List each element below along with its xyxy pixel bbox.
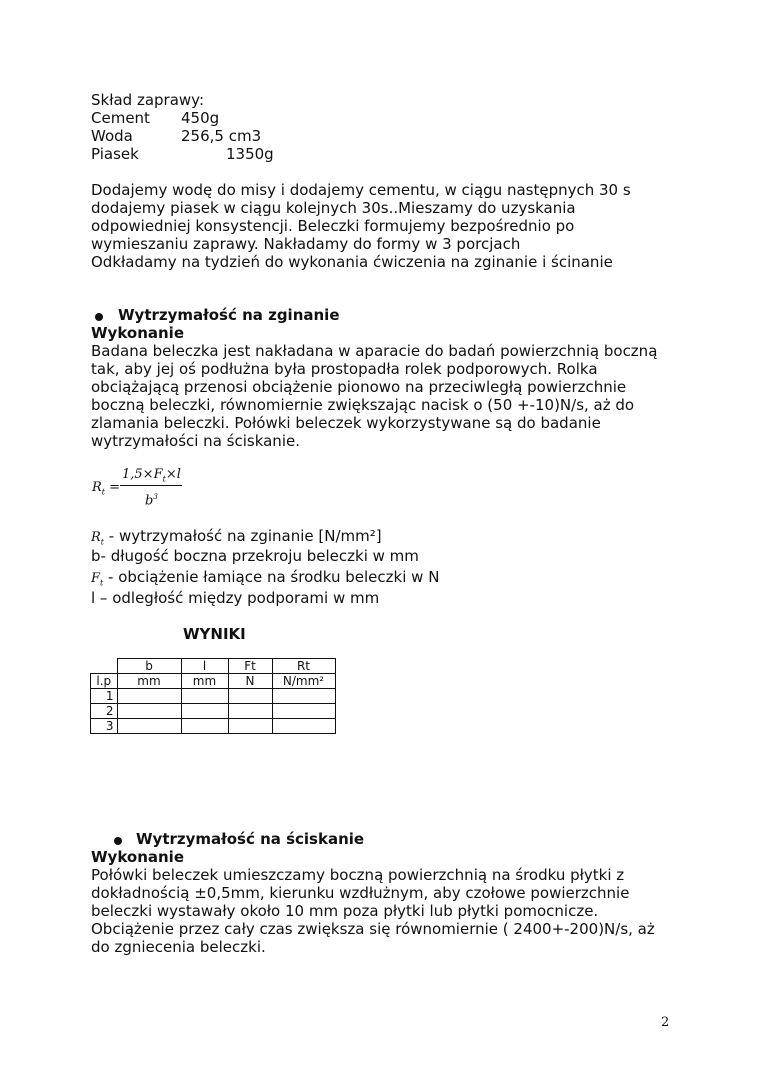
table-cell: [181, 689, 228, 704]
table-header: Rt: [272, 659, 335, 674]
bullet-icon: [95, 313, 103, 321]
table-cell: [117, 719, 181, 734]
table-unit: N: [228, 674, 272, 689]
table-header: b: [117, 659, 181, 674]
composition-heading: Skład zaprawy:: [91, 91, 205, 109]
page-number: 2: [661, 1015, 670, 1030]
legend-line: $R_t$ - wytrzymałość na zginanie [N/mm²]: [91, 527, 382, 547]
table-row: [91, 704, 336, 719]
table-cell: [228, 689, 272, 704]
table-cell: [181, 704, 228, 719]
formula-denominator: $b^3$: [145, 493, 158, 509]
bending-formula: [92, 466, 202, 508]
bending-line: obciążającą przenosi obciążenie pionowo na przeciwległą powierzchnie: [91, 378, 627, 396]
composition-item-name: Woda: [91, 127, 133, 145]
table-row-number: 2: [91, 704, 118, 719]
bending-line: zlamania beleczki. Połówki beleczek wykorzystywane są do badanie: [91, 414, 601, 432]
intro-line: dodajemy piasek w ciągu kolejnych 30s..Mieszamy do uzyskania: [91, 199, 576, 217]
results-title: WYNIKI: [183, 625, 246, 643]
table-cell: [181, 719, 228, 734]
table-cell: [228, 719, 272, 734]
table-unit: N/mm²: [272, 674, 335, 689]
legend-line: l – odległość między podporami w mm: [91, 589, 380, 607]
table-row: [91, 689, 336, 704]
table-row: [91, 719, 336, 734]
intro-line: Dodajemy wodę do misy i dodajemy cementu, w ciągu następnych 30 s: [91, 181, 631, 199]
bending-title: Wytrzymałość na zginanie: [118, 306, 340, 324]
table-cell: [117, 704, 181, 719]
intro-line: odpowiedniej konsystencji. Beleczki formujemy bezpośrednio po: [91, 217, 575, 235]
table-row-number: 1: [91, 689, 118, 704]
compression-line: dokładnością ±0,5mm, kierunku wzdłużnym, aby czołowe powierzchnie: [91, 884, 630, 902]
composition-item-name: Piasek: [91, 145, 139, 163]
bending-subtitle: Wykonanie: [91, 324, 184, 342]
table-unit: mm: [181, 674, 228, 689]
table-cell: [272, 719, 335, 734]
legend-line: b- długość boczna przekroju beleczki w mm: [91, 547, 419, 565]
bending-line: boczną beleczki, równomiernie zwiększając nacisk o (50 +-10)N/s, aż do: [91, 396, 635, 414]
formula-lhs: $R_t$ =: [92, 480, 121, 497]
compression-line: Połówki beleczek umieszczamy boczną powierzchnią na środku płytki z: [91, 866, 625, 884]
results-table: [90, 658, 336, 734]
formula-numerator: $1,5\times F_t\times l$: [122, 467, 181, 484]
table-row-number: 3: [91, 719, 118, 734]
table-header: l: [181, 659, 228, 674]
compression-subtitle: Wykonanie: [91, 848, 184, 866]
composition-item-amount: 256,5 cm3: [181, 127, 262, 145]
table-unit: mm: [117, 674, 181, 689]
composition-item-amount: 450g: [181, 109, 220, 127]
fraction-bar: [120, 485, 182, 486]
bending-line: tak, aby jej oś podłużna była prostopadła rolek podporowych. Rolka: [91, 360, 598, 378]
composition-item-name: Cement: [91, 109, 150, 127]
compression-line: do zgniecenia beleczki.: [91, 938, 266, 956]
composition-list: [91, 109, 391, 163]
table-lp-label: l.p: [91, 674, 118, 689]
legend-line: $F_t$ - obciążenie łamiące na środku beleczki w N: [91, 568, 440, 588]
bending-line: Badana beleczka jest nakładana w aparacie do badań powierzchnią boczną: [91, 342, 658, 360]
table-header: Ft: [228, 659, 272, 674]
table-cell: [272, 704, 335, 719]
bending-line: wytrzymałości na ściskanie.: [91, 432, 300, 450]
bullet-icon: [114, 837, 122, 845]
table-cell: [228, 704, 272, 719]
compression-line: beleczki wystawały około 10 mm poza płytki lub płytki pomocnicze.: [91, 902, 599, 920]
compression-title: Wytrzymałość na ściskanie: [136, 830, 365, 848]
intro-line: wymieszaniu zaprawy. Nakładamy do formy w 3 porcjach: [91, 235, 521, 253]
table-cell: [272, 689, 335, 704]
intro-line: Odkładamy na tydzień do wykonania ćwiczenia na zginanie i ścinanie: [91, 253, 613, 271]
table-cell: [117, 689, 181, 704]
compression-line: Obciążenie przez cały czas zwiększa się równomiernie ( 2400+-200)N/s, aż: [91, 920, 655, 938]
composition-item-amount: 1350g: [226, 145, 274, 163]
